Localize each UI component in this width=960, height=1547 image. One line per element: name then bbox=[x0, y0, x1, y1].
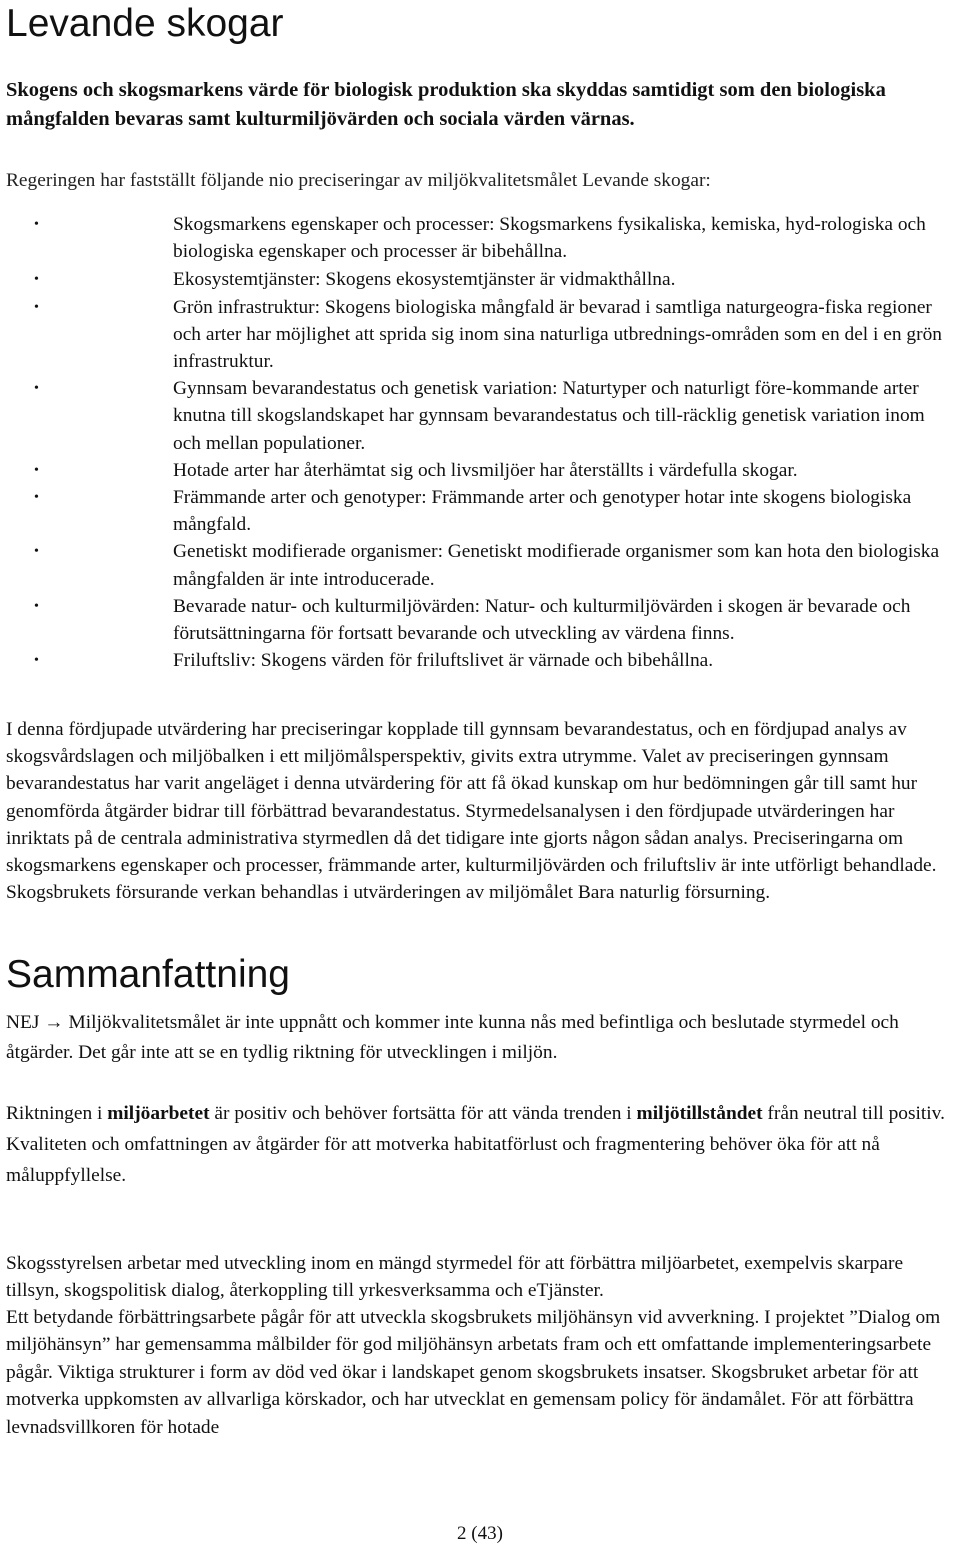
list-item-text: Hotade arter har återhämtat sig och livsmiljöer har återställts i värdefulla skogar. bbox=[173, 459, 798, 481]
lead-paragraph: Skogens och skogsmarkens värde för biologisk produktion ska skyddas samtidigt som den biologiska mångfalden bevaras samt kulturmiljövärden och sociala värden värnas. bbox=[6, 79, 886, 130]
list-item-text: Grön infrastruktur: Skogens biologiska mångfald är bevarad i samtliga naturgeogra-fiska regioner och arter har möjlighet att sprida sig inom sina naturliga utbrednings-områden som en del i en grön infrastruktur. bbox=[173, 296, 942, 373]
list-item bbox=[0, 538, 950, 592]
page-title: Levande skogar bbox=[6, 2, 284, 45]
list-item bbox=[0, 266, 950, 293]
list-item-text: Främmande arter och genotyper: Främmande arter och genotyper hotar inte skogens biologiska mångfald. bbox=[173, 487, 912, 536]
list-item bbox=[0, 593, 950, 647]
bullet-icon: • bbox=[34, 544, 39, 560]
arrow-right-icon: → bbox=[44, 1012, 64, 1033]
list-item-text: Ekosystemtjänster: Skogens ekosystemtjänster är vidmakthållna. bbox=[173, 269, 676, 291]
direction-text-3: från neutral till positiv. Kvaliteten och omfattningen av åtgärder för att motverka habitatförlust och fragmentering behöver öka för att nå måluppfyllelse. bbox=[6, 1103, 945, 1186]
preciseringar-list bbox=[0, 211, 950, 674]
list-item-text: Friluftsliv: Skogens värden för friluftslivet är värnade och bibehållna. bbox=[173, 650, 714, 672]
evaluation-paragraph: I denna fördjupade utvärdering har preciseringar kopplade till gynnsam bevarandestatus, och en fördjupad analys av skogsvårdslagen och miljöbalken i ett miljömålsperspektiv, givits extra utrymme. Valet av preciseringen gynnsam bevarandestatus har varit angeläget i denna utvärdering för att få ökad kunskap om hur bedömningen går till samt hur genomförda åtgärder bidrar till förbättrad bevarandestatus. Styrmedelsanalysen i den fördjupade utvärderingen har inriktats på de centrala administrativa styrmedlen då det tidigare inte gjorts någon sådan analys. Preciseringarna om skogsmarkens egenskaper och processer, främmande arter, kulturmiljövärden och friluftsliv är inte utförligt behandlade. Skogsbrukets försurande verkan behandlas i utvärderingen av miljömålet Bara naturlig försurning. bbox=[6, 719, 937, 904]
skogsstyrelsen-paragraph-2: Ett betydande förbättringsarbete pågår för att utveckla skogsbrukets miljöhänsyn vid avverkning. I projektet ”Dialog om miljöhänsyn” har gemensamma målbilder för god miljöhänsyn arbetats fram och ett omfattande implementeringsarbete pågår. Viktiga strukturer i form av död ved ökar i landskapet genom skogsbrukets insatser. Skogsbruket arbetar för att motverka uppkomsten av allvarliga körskador, och har utvecklat en gemensam policy för ändamålet. För att förbättra levnadsvillkoren för hotade bbox=[6, 1307, 941, 1438]
list-item bbox=[0, 294, 950, 376]
bullet-icon: • bbox=[34, 272, 39, 288]
verdict-label: NEJ bbox=[6, 1012, 40, 1033]
bullet-icon: • bbox=[34, 299, 39, 315]
direction-bold-1: miljöarbetet bbox=[107, 1103, 210, 1124]
bullet-icon: • bbox=[34, 462, 39, 478]
summary-verdict bbox=[6, 1008, 951, 1068]
list-item bbox=[0, 375, 950, 457]
bullet-icon: • bbox=[34, 217, 39, 232]
direction-bold-2: miljötillståndet bbox=[636, 1103, 763, 1124]
list-item bbox=[0, 211, 950, 265]
bullet-icon: • bbox=[34, 598, 39, 614]
direction-text-2: är positiv och behöver fortsätta för att vända trenden i bbox=[209, 1103, 637, 1124]
summary-heading: Sammanfattning bbox=[6, 953, 290, 996]
direction-text-1: Riktningen i bbox=[6, 1103, 108, 1124]
bullet-icon: • bbox=[34, 490, 39, 506]
page-number: 2 (43) bbox=[457, 1523, 503, 1544]
list-item bbox=[0, 484, 950, 538]
list-item bbox=[0, 647, 950, 674]
skogsstyrelsen-paragraph-1: Skogsstyrelsen arbetar med utveckling inom en mängd styrmedel för att förbättra miljöarbetet, exempelvis skarpare tillsyn, skogspolitisk dialog, återkoppling till yrkesverksamma och eTjänster. bbox=[6, 1253, 904, 1302]
list-item bbox=[0, 457, 950, 484]
list-item-text: Gynnsam bevarandestatus och genetisk variation: Naturtyper och naturligt före-kommande arter knutna till skogslandskapet har gynnsam bevarandestatus och till-räcklig genetisk variation inom och mellan populationer. bbox=[173, 378, 925, 454]
intro-text: Regeringen har fastställt följande nio preciseringar av miljökvalitetsmålet Levande skogar: bbox=[6, 170, 711, 191]
bullet-icon: • bbox=[34, 381, 39, 397]
summary-direction bbox=[6, 1098, 951, 1191]
list-item-text: Bevarade natur- och kulturmiljövärden: Natur- och kulturmiljövärden i skogen är bevarade och förutsättningarna för fortsatt bevarande och utveckling av värdena finns. bbox=[173, 595, 911, 645]
bullet-icon: • bbox=[34, 653, 39, 669]
verdict-text: Miljökvalitetsmålet är inte uppnått och kommer inte kunna nås med befintliga och beslutade styrmedel och åtgärder. Det går inte att se en tydlig riktning för utvecklingen i miljön. bbox=[6, 1012, 899, 1063]
list-item-text: Genetiskt modifierade organismer: Genetiskt modifierade organismer som kan hota den biologiska mångfalden är inte introducerade. bbox=[173, 541, 940, 590]
list-item-text: Skogsmarkens egenskaper och processer: Skogsmarkens fysikaliska, kemiska, hyd-rologiska och biologiska egenskaper och processer är bibehållna. bbox=[173, 214, 926, 263]
